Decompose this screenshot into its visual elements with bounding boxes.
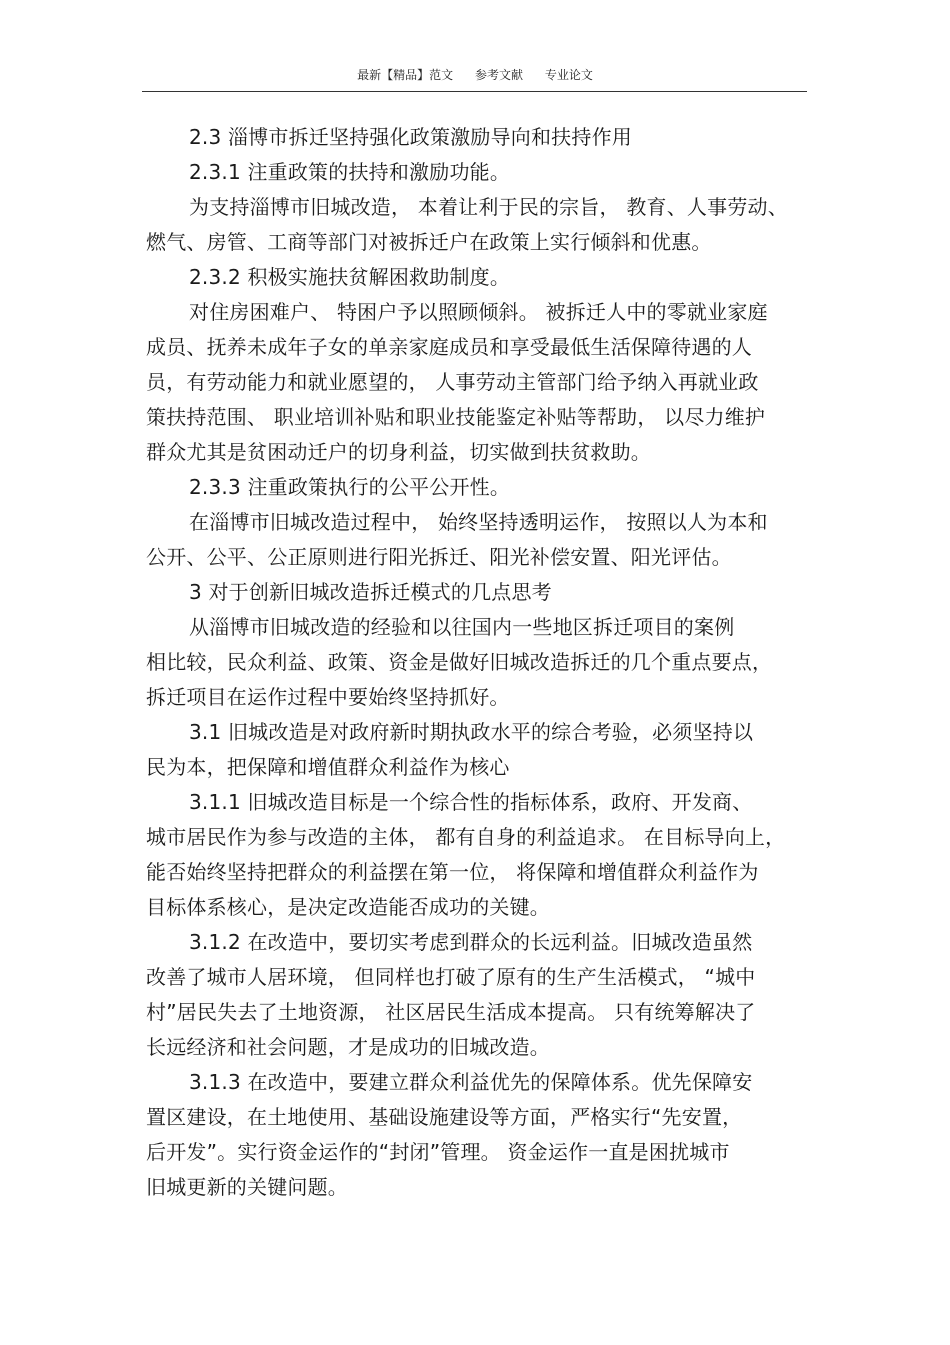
text-line: 2.3.1 注重政策的扶持和激励功能。 [189,160,511,184]
text-line: 2.3.3 注重政策执行的公平公开性。 [189,475,511,499]
text-line: 民为本，把保障和增值群众利益作为核心 [146,755,510,779]
text-line: 村”居民失去了土地资源， 社区居民生活成本提高。 只有统筹解决了 [146,1000,756,1024]
text-line: 3.1.1 旧城改造目标是一个综合性的指标体系，政府、开发商、 [189,790,753,814]
text-line: 策扶持范围、 职业培训补贴和职业技能鉴定补贴等帮助， 以尽力维护 [146,405,766,429]
text-line: 成员、抚养未成年子女的单亲家庭成员和享受最低生活保障待遇的人 [146,335,752,359]
text-line: 目标体系核心，是决定改造能否成功的关键。 [146,895,550,919]
text-line: 2.3 淄博市拆迁坚持强化政策激励导向和扶持作用 [189,125,632,149]
body-text [146,120,808,1205]
text-line: 3.1.3 在改造中，要建立群众利益优先的保障体系。优先保障安 [189,1070,753,1094]
text-line: 3.1 旧城改造是对政府新时期执政水平的综合考验，必须坚持以 [189,720,754,744]
text-line: 旧城更新的关键问题。 [146,1175,348,1199]
header-item: 专业论文 [544,68,593,82]
text-line: 改善了城市人居环境， 但同样也打破了原有的生产生活模式， “城中 [146,965,756,989]
header-item: 参考文献 [474,68,523,82]
text-line: 长远经济和社会问题，才是成功的旧城改造。 [146,1035,550,1059]
text-line: 燃气、房管、工商等部门对被拆迁户在政策上实行倾斜和优惠。 [146,230,712,254]
text-line: 城市居民作为参与改造的主体， 都有自身的利益追求。 在目标导向上， [146,825,786,849]
page-header [0,66,950,83]
header-divider [142,91,807,92]
text-line: 3 对于创新旧城改造拆迁模式的几点思考 [189,580,552,604]
text-line: 能否始终坚持把群众的利益摆在第一位， 将保障和增值群众利益作为 [146,860,759,884]
text-line: 在淄博市旧城改造过程中， 始终坚持透明运作， 按照以人为本和 [189,510,768,534]
text-line: 置区建设，在土地使用、基础设施建设等方面，严格实行“先安置， [146,1105,743,1129]
text-line: 拆迁项目在运作过程中要始终坚持抓好。 [146,685,510,709]
text-line: 对住房困难户、 特困户予以照顾倾斜。 被拆迁人中的零就业家庭 [189,300,768,324]
text-line: 相比较，民众利益、政策、资金是做好旧城改造拆迁的几个重点要点， [146,650,773,674]
header-item: 最新【精品】范文 [357,68,454,82]
text-line: 为支持淄博市旧城改造， 本着让利于民的宗旨， 教育、人事劳动、 [189,195,788,219]
text-line: 员，有劳动能力和就业愿望的， 人事劳动主管部门给予纳入再就业政 [146,370,759,394]
text-line: 群众尤其是贫困动迁户的切身利益，切实做到扶贫救助。 [146,440,651,464]
text-line: 公开、公平、公正原则进行阳光拆迁、阳光补偿安置、阳光评估。 [146,545,732,569]
text-line: 后开发”。实行资金运作的“封闭”管理。 资金运作一直是困扰城市 [146,1140,730,1164]
text-line: 3.1.2 在改造中，要切实考虑到群众的长远利益。旧城改造虽然 [189,930,753,954]
text-line: 从淄博市旧城改造的经验和以往国内一些地区拆迁项目的案例 [189,615,735,639]
text-line: 2.3.2 积极实施扶贫解困救助制度。 [189,265,511,289]
